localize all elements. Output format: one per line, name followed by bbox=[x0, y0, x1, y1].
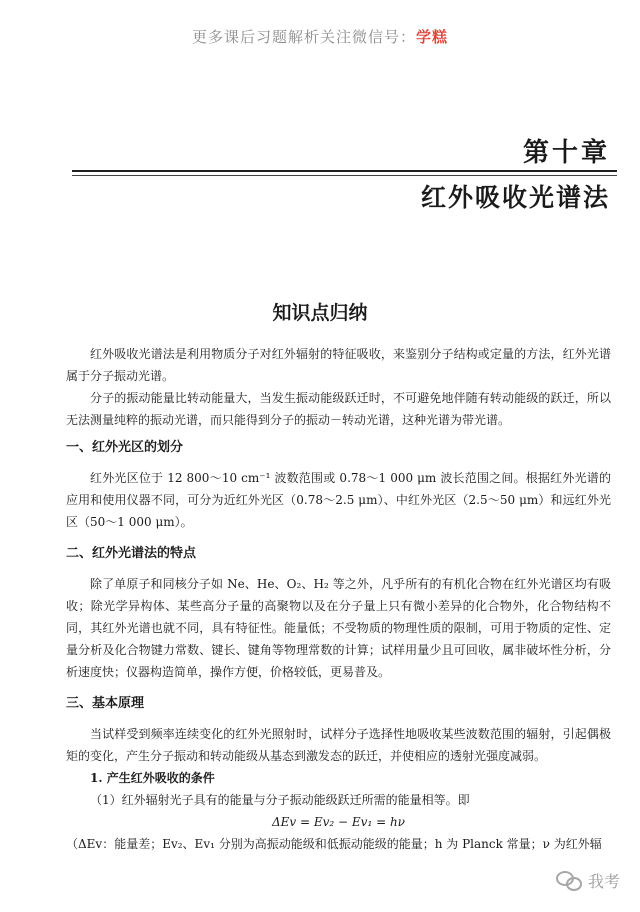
paragraph-ir-features: 除了单原子和同核分子如 Ne、He、O₂、H₂ 等之外，凡乎所有的有机化合物在红外光谱区均有吸收；除光学异构体、某些高分子量的高聚物以及在分子量上只有微小差异的化合物外，化合物结构不同，其红外光谱也就不同，具有特征性。能量低；不受物质的物理性质的限制，可用于物质的定性、定量分析及化合物键力常数、键长、键角等物理常数的计算；试样用量少且可回收，属非破坏性分析，分析速度快；仪器构造简单，操作方便，价格较低，更易普及。 bbox=[66, 577, 611, 679]
banner-highlight: 学糕 bbox=[416, 28, 449, 46]
chapter-rule-thin bbox=[72, 175, 617, 176]
watermark-text: 我考 bbox=[587, 872, 620, 891]
subheading-absorption-conditions: 1. 产生红外吸收的条件 bbox=[90, 771, 215, 785]
intro-paragraph-1: 红外吸收光谱法是利用物质分子对红外辐射的特征吸收，来鉴别分子结构或定量的方法，红外光谱属于分子振动光谱。 bbox=[66, 347, 611, 383]
watermark bbox=[556, 869, 620, 892]
chapter-rule-thick bbox=[72, 170, 617, 172]
heading-basic-principle: 三、基本原理 bbox=[66, 696, 145, 711]
heading-ir-regions: 一、红外光区的划分 bbox=[66, 440, 184, 455]
section-title: 知识点归纳 bbox=[272, 302, 368, 324]
energy-formula: ΔEv = Ev₂ − Ev₁ = hν bbox=[272, 815, 405, 829]
condition-item-1: （1）红外辐射光子具有的能量与分子振动能级跃迁所需的能量相等。即 bbox=[90, 793, 470, 807]
body-content bbox=[66, 343, 611, 855]
intro-paragraph-2: 分子的振动能量比转动能量大，当发生振动能级跃迁时，不可避免地伴随有转动能级的跃迁，所以无法测量纯粹的振动光谱，而只能得到分子的振动－转动光谱，这种光谱为带光谱。 bbox=[66, 391, 611, 427]
banner-text: 更多课后习题解析关注微信号： bbox=[191, 28, 416, 46]
heading-ir-features: 二、红外光谱法的特点 bbox=[66, 546, 197, 561]
chapter-number: 第十章 bbox=[522, 138, 610, 168]
wechat-icon bbox=[556, 871, 582, 891]
paragraph-ir-regions: 红外光区位于 12 800～10 cm⁻¹ 波数范围或 0.78～1 000 μm 波长范围之间。根据红外光谱的应用和使用仪器不同，可分为近红外光区（0.78～2.5 μm）、中红外光区（2.5～50 μm）和远红外光区（50～1 000 μm）。 bbox=[66, 471, 611, 529]
top-banner bbox=[0, 26, 640, 47]
formula-note: （ΔEv：能量差；Ev₂、Ev₁ 分别为高振动能级和低振动能级的能量；h 为 Planck 常量；ν 为红外辐 bbox=[66, 837, 602, 851]
paragraph-basic-principle: 当试样受到频率连续变化的红外光照射时，试样分子选择性地吸收某些波数范围的辐射，引起偶极矩的变化，产生分子振动和转动能级从基态到激发态的跃迁，并使相应的透射光强度减弱。 bbox=[66, 727, 611, 763]
chapter-title: 红外吸收光谱法 bbox=[420, 183, 610, 212]
